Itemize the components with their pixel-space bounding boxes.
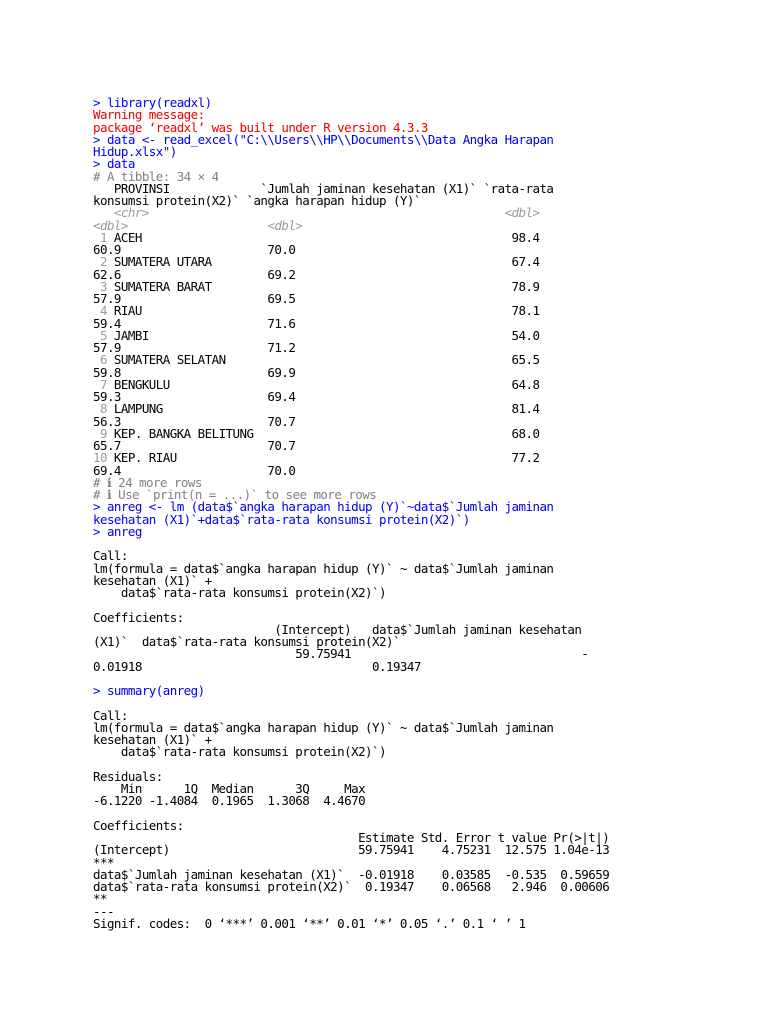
command-line: > data — [93, 156, 135, 172]
row-number: 8 — [93, 401, 107, 417]
row-number: 7 — [93, 376, 107, 392]
row-values: JAMBI 54.0 — [106, 327, 540, 343]
output-line: lm(formula = data$`angka harapan hidup (Y)` ~ data$`Jumlah jaminan — [93, 560, 554, 576]
output-line: 0.01918 0.19347 — [93, 658, 421, 674]
column-type-line: <dbl> <dbl> — [93, 217, 303, 233]
row-number: 10 — [93, 450, 107, 466]
output-line: 59.8 69.9 — [93, 364, 296, 380]
meta-comment-line: # ℹ 24 more rows — [93, 474, 202, 490]
row-values: LAMPUNG 81.4 — [106, 401, 540, 417]
row-values: ACEH 98.4 — [106, 229, 540, 245]
row-number: 5 — [93, 327, 107, 343]
command-line: > anreg <- lm (data$`angka harapan hidup (Y)`~data$`Jumlah jaminan — [93, 499, 554, 515]
row-values: SUMATERA BARAT 78.9 — [106, 278, 540, 294]
output-line: 60.9 70.0 — [93, 242, 296, 257]
row-values: RIAU 78.1 — [106, 303, 540, 319]
row-values: SUMATERA UTARA 67.4 — [106, 254, 540, 270]
output-line: data$`rata-rata konsumsi protein(X2)`) — [93, 744, 386, 760]
output-line: Residuals: — [93, 768, 163, 784]
output-line: (Intercept) data$`Jumlah jaminan kesehatan — [93, 621, 582, 637]
output-line: 65.7 70.7 — [93, 438, 296, 453]
row-number: 6 — [93, 352, 107, 368]
output-line: ** — [93, 891, 107, 907]
output-line: Estimate Std. Error t value Pr(>|t|) — [93, 830, 610, 845]
meta-comment-line: # A tibble: 34 × 4 — [93, 168, 219, 184]
output-line: (X1)` data$`rata-rata konsumsi protein(X2)` — [93, 634, 400, 649]
row-values: SUMATERA SELATAN 65.5 — [106, 352, 540, 368]
output-line: kesehatan (X1)` + — [93, 732, 212, 747]
row-number: 2 — [93, 254, 107, 270]
row-number: 3 — [93, 278, 107, 294]
command-line: kesehatan (X1)`+data$`rata-rata konsumsi protein(X2)`) — [93, 511, 470, 527]
output-line: konsumsi protein(X2)` `angka harapan hidup (Y)` — [93, 193, 421, 208]
output-line: 62.6 69.2 — [93, 266, 296, 282]
output-line: 56.3 70.7 — [93, 413, 296, 429]
output-line: data$`rata-rata konsumsi protein(X2)`) — [93, 585, 386, 600]
row-values: BENGKULU 64.8 — [106, 376, 540, 392]
row-values: KEP. BANGKA BELITUNG 68.0 — [106, 425, 540, 441]
blank-line — [93, 759, 693, 771]
output-line: 59.3 69.4 — [93, 389, 296, 404]
output-line: kesehatan (X1)` + — [93, 572, 212, 588]
column-type-line: <chr> <dbl> — [93, 205, 540, 221]
output-line: data$`rata-rata konsumsi protein(X2)` 0.19347 0.06568 2.946 0.00606 — [93, 879, 610, 894]
row-number: 1 — [93, 229, 107, 245]
output-line: -6.1220 -1.4084 0.1965 1.3068 4.4670 — [93, 793, 366, 809]
output-line: Call: — [93, 707, 128, 723]
output-line: lm(formula = data$`angka harapan hidup (Y)` ~ data$`Jumlah jaminan — [93, 719, 554, 735]
output-line: Min 1Q Median 3Q Max — [93, 781, 366, 796]
warning-line: Warning message: — [93, 107, 205, 123]
command-line: > data <- read_excel("C:\\Users\\HP\\Documents\\Data Angka Harapan — [93, 131, 554, 147]
output-line: 57.9 71.2 — [93, 340, 296, 355]
command-line: > anreg — [93, 523, 142, 539]
output-line: 59.75941 - — [93, 646, 589, 662]
command-line: > library(readxl) — [93, 95, 212, 110]
blank-line — [93, 538, 693, 550]
output-line: *** — [93, 854, 114, 870]
row-number: 4 — [93, 303, 107, 319]
output-line: (Intercept) 59.75941 4.75231 12.575 1.04e-13 — [93, 842, 610, 858]
warning-line: package ‘readxl’ was built under R version 4.3.3 — [93, 119, 428, 135]
output-line: Call: — [93, 548, 128, 564]
output-line: Coefficients: — [93, 817, 184, 833]
row-values: KEP. RIAU 77.2 — [106, 450, 540, 466]
row-number: 9 — [93, 425, 107, 441]
output-line: 57.9 69.5 — [93, 291, 296, 306]
output-line: PROVINSI `Jumlah jaminan kesehatan (X1)` `rata-rata — [93, 180, 554, 196]
r-console-output — [93, 97, 693, 930]
command-line: > summary(anreg) — [93, 683, 205, 698]
output-line: Coefficients: — [93, 609, 184, 625]
output-line: 69.4 70.0 — [93, 462, 296, 478]
output-line: data$`Jumlah jaminan kesehatan (X1)` -0.01918 0.03585 -0.535 0.59659 — [93, 866, 610, 882]
meta-comment-line: # ℹ Use `print(n = ...)` to see more rows — [93, 487, 377, 502]
output-line: 59.4 71.6 — [93, 315, 296, 331]
output-line: Signif. codes: 0 ‘***’ 0.001 ‘**’ 0.01 ‘*’ 0.05 ‘.’ 0.1 ‘ ’ 1 — [93, 915, 526, 931]
blank-line — [93, 697, 693, 709]
output-line: --- — [93, 903, 114, 919]
command-line: Hidup.xlsx") — [93, 144, 177, 159]
